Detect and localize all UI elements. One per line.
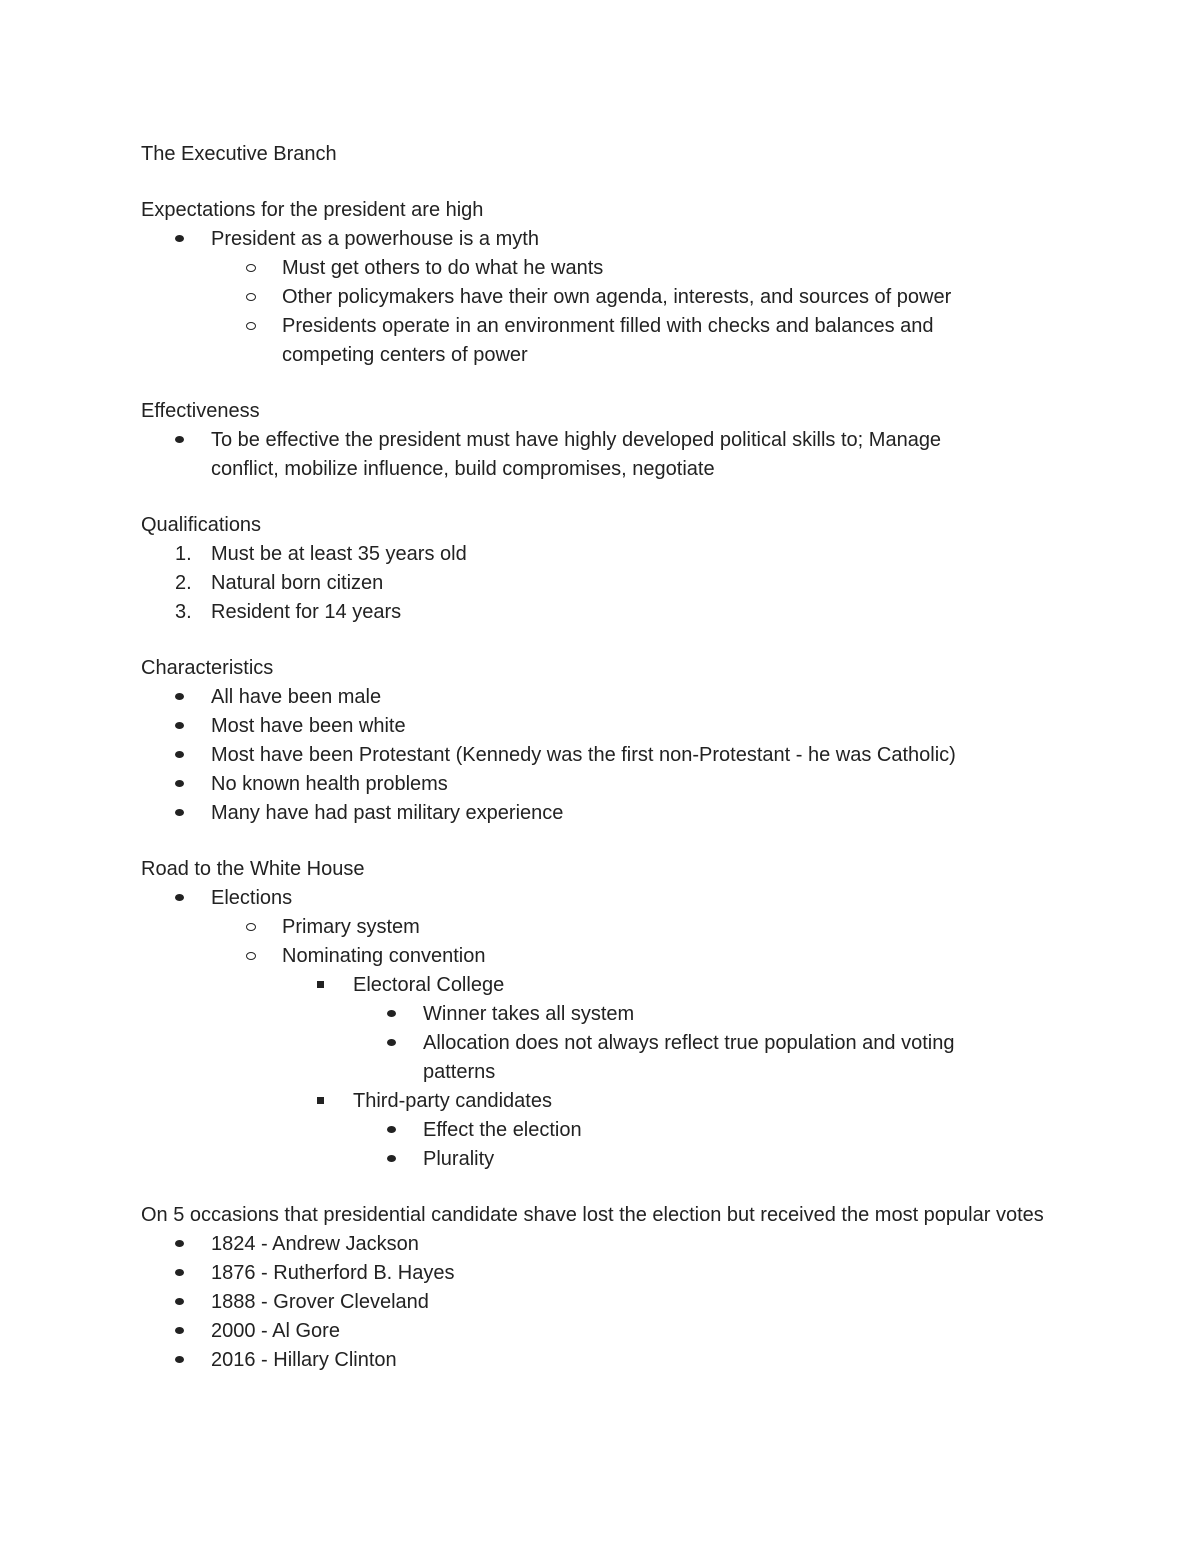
list-item [141, 913, 1071, 942]
document-title: The Executive Branch [141, 143, 337, 165]
list-item-text: Primary system [282, 916, 420, 938]
list-item-text: Winner takes all system [423, 1003, 635, 1025]
list-item-text: 2000 - Al Gore [211, 1320, 340, 1342]
list-item [141, 741, 1071, 770]
list-number: 1. [175, 543, 192, 565]
list-item-text: Elections [211, 887, 293, 909]
numbered-list-item [141, 540, 1071, 569]
list-item-text: Nominating convention [282, 945, 486, 967]
section-heading-effectiveness: Effectiveness [141, 400, 260, 422]
list-item-text: All have been male [211, 686, 382, 708]
list-item-text: Must be at least 35 years old [211, 543, 467, 565]
bullet-disc-icon [175, 426, 184, 455]
section-heading-expectations: Expectations for the president are high [141, 199, 484, 221]
bullet-circle-icon [246, 942, 256, 971]
bullet-circle-icon [246, 283, 256, 312]
bullet-disc-icon [175, 770, 184, 799]
list-item-text: Other policymakers have their own agenda, interests, and sources of power [282, 286, 952, 308]
list-item [141, 1029, 1003, 1087]
bullet-disc-icon [175, 741, 184, 770]
bullet-disc-icon [387, 1029, 396, 1058]
list-item [141, 1288, 1071, 1317]
list-item-text: Third-party candidates [353, 1090, 552, 1112]
list-item-text: Presidents operate in an environment filled with checks and balances and competing centers of power [282, 315, 934, 366]
bullet-square-icon [317, 1087, 324, 1116]
bullet-disc-icon [175, 712, 184, 741]
list-item [141, 799, 1071, 828]
list-item-text: Natural born citizen [211, 572, 384, 594]
bullet-disc-icon [175, 225, 184, 254]
bullet-disc-icon [175, 683, 184, 712]
numbered-list-item [141, 569, 1071, 598]
list-item [141, 1346, 1071, 1375]
list-item [141, 1317, 1071, 1346]
list-item-text: President as a powerhouse is a myth [211, 228, 539, 250]
list-item [141, 683, 1071, 712]
list-item-text: 1888 - Grover Cleveland [211, 1291, 429, 1313]
section-heading-qualifications: Qualifications [141, 514, 262, 536]
list-item-text: Many have had past military experience [211, 802, 564, 824]
list-item-text: Most have been Protestant (Kennedy was the first non-Protestant - he was Catholic) [211, 744, 956, 766]
list-item [141, 770, 1071, 799]
list-item-text: No known health problems [211, 773, 448, 795]
bullet-disc-icon [175, 1317, 184, 1346]
list-item [141, 312, 1002, 370]
list-item [141, 1087, 1071, 1116]
list-item-text: 2016 - Hillary Clinton [211, 1349, 397, 1371]
bullet-square-icon [317, 971, 324, 1000]
bullet-disc-icon [175, 1288, 184, 1317]
list-item [141, 1145, 1071, 1174]
list-item-text: 1824 - Andrew Jackson [211, 1233, 419, 1255]
bullet-disc-icon [175, 799, 184, 828]
list-item-text: Allocation does not always reflect true population and voting patterns [423, 1032, 955, 1083]
section-heading-road: Road to the White House [141, 858, 365, 880]
document-page [141, 140, 1071, 1375]
list-item [141, 426, 1011, 484]
list-item-text: 1876 - Rutherford B. Hayes [211, 1262, 455, 1284]
list-item-text: Must get others to do what he wants [282, 257, 604, 279]
list-item-text: Resident for 14 years [211, 601, 402, 623]
list-number: 3. [175, 601, 192, 623]
bullet-disc-icon [175, 1230, 184, 1259]
bullet-disc-icon [387, 1000, 396, 1029]
section-heading-characteristics: Characteristics [141, 657, 274, 679]
list-item [141, 254, 1071, 283]
list-item [141, 712, 1071, 741]
numbered-list-item [141, 598, 1071, 627]
bullet-disc-icon [387, 1145, 396, 1174]
list-item [141, 942, 1071, 971]
bullet-circle-icon [246, 913, 256, 942]
bullet-disc-icon [175, 1259, 184, 1288]
list-item [141, 225, 1071, 254]
list-item-text: Plurality [423, 1148, 495, 1170]
bullet-disc-icon [387, 1116, 396, 1145]
list-item-text: To be effective the president must have highly developed political skills to; Manage conflict, mobilize influence, build compromises, negotiate [211, 429, 942, 480]
list-item [141, 283, 1071, 312]
bullet-disc-icon [175, 884, 184, 913]
section-heading-occasions: On 5 occasions that presidential candidate shave lost the election but received the most popular votes [141, 1204, 1044, 1226]
list-item-text: Effect the election [423, 1119, 582, 1141]
list-item [141, 1000, 1071, 1029]
list-item-text: Electoral College [353, 974, 505, 996]
list-item [141, 971, 1071, 1000]
bullet-disc-icon [175, 1346, 184, 1375]
bullet-circle-icon [246, 312, 256, 341]
bullet-circle-icon [246, 254, 256, 283]
list-item-text: Most have been white [211, 715, 406, 737]
list-item [141, 884, 1071, 913]
list-number: 2. [175, 572, 192, 594]
list-item [141, 1230, 1071, 1259]
list-item [141, 1116, 1071, 1145]
list-item [141, 1259, 1071, 1288]
